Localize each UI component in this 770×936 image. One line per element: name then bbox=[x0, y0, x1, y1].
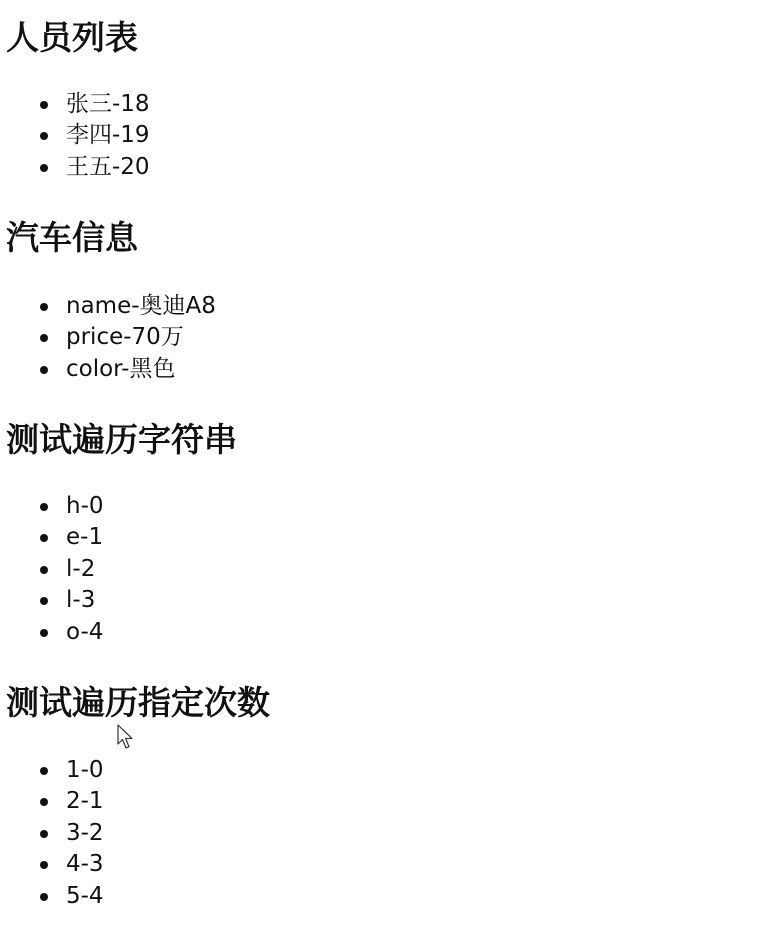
list-item-text: 4-3 bbox=[66, 851, 104, 878]
list-item-text: 张三-18 bbox=[66, 91, 150, 117]
car-info-heading: 汽车信息 bbox=[6, 218, 138, 257]
bullet-icon bbox=[40, 861, 48, 869]
list-item-text: 2-1 bbox=[66, 788, 104, 815]
bullet-icon bbox=[40, 503, 48, 511]
bullet-icon bbox=[40, 597, 48, 605]
list-item bbox=[6, 491, 104, 522]
list-item bbox=[6, 522, 104, 553]
list-item-text: l-2 bbox=[66, 555, 96, 582]
count-iteration-heading: 测试遍历指定次数 bbox=[6, 683, 270, 722]
string-iteration-list bbox=[6, 491, 104, 648]
bullet-icon bbox=[40, 893, 48, 901]
bullet-icon bbox=[40, 366, 48, 374]
list-item bbox=[6, 849, 104, 880]
mouse-pointer-icon bbox=[117, 724, 135, 750]
list-item-text: 王五-20 bbox=[66, 153, 150, 180]
list-item-text: name-奥迪A8 bbox=[66, 293, 216, 319]
bullet-icon bbox=[40, 101, 48, 109]
list-item bbox=[6, 585, 104, 616]
count-iteration-list bbox=[6, 755, 104, 912]
list-item-text: o-4 bbox=[66, 618, 104, 645]
bullet-icon bbox=[40, 534, 48, 542]
list-item-text: 李四-19 bbox=[66, 122, 150, 149]
list-item bbox=[6, 89, 150, 120]
list-item bbox=[6, 354, 216, 385]
bullet-icon bbox=[40, 798, 48, 806]
list-item bbox=[6, 322, 216, 353]
list-item-text: e-1 bbox=[66, 524, 104, 551]
list-item bbox=[6, 818, 104, 849]
bullet-icon bbox=[40, 303, 48, 311]
list-item bbox=[6, 881, 104, 912]
list-item bbox=[6, 786, 104, 817]
list-item bbox=[6, 152, 150, 183]
car-info-list bbox=[6, 291, 216, 385]
list-item-text: price-70万 bbox=[66, 324, 184, 351]
list-item bbox=[6, 120, 150, 151]
string-iteration-heading: 测试遍历字符串 bbox=[6, 420, 237, 459]
list-item-text: h-0 bbox=[66, 493, 104, 519]
persons-list bbox=[6, 89, 150, 183]
bullet-icon bbox=[40, 767, 48, 775]
bullet-icon bbox=[40, 132, 48, 140]
list-item bbox=[6, 291, 216, 322]
list-item-text: color-黑色 bbox=[66, 355, 176, 382]
bullet-icon bbox=[40, 830, 48, 838]
list-item bbox=[6, 554, 104, 585]
bullet-icon bbox=[40, 629, 48, 637]
persons-heading: 人员列表 bbox=[6, 18, 138, 57]
list-item-text: 5-4 bbox=[66, 882, 104, 909]
list-item-text: 1-0 bbox=[66, 757, 104, 783]
list-item-text: l-3 bbox=[66, 587, 96, 614]
list-item bbox=[6, 617, 104, 648]
list-item bbox=[6, 755, 104, 786]
bullet-icon bbox=[40, 164, 48, 172]
bullet-icon bbox=[40, 566, 48, 574]
bullet-icon bbox=[40, 334, 48, 342]
list-item-text: 3-2 bbox=[66, 819, 104, 846]
